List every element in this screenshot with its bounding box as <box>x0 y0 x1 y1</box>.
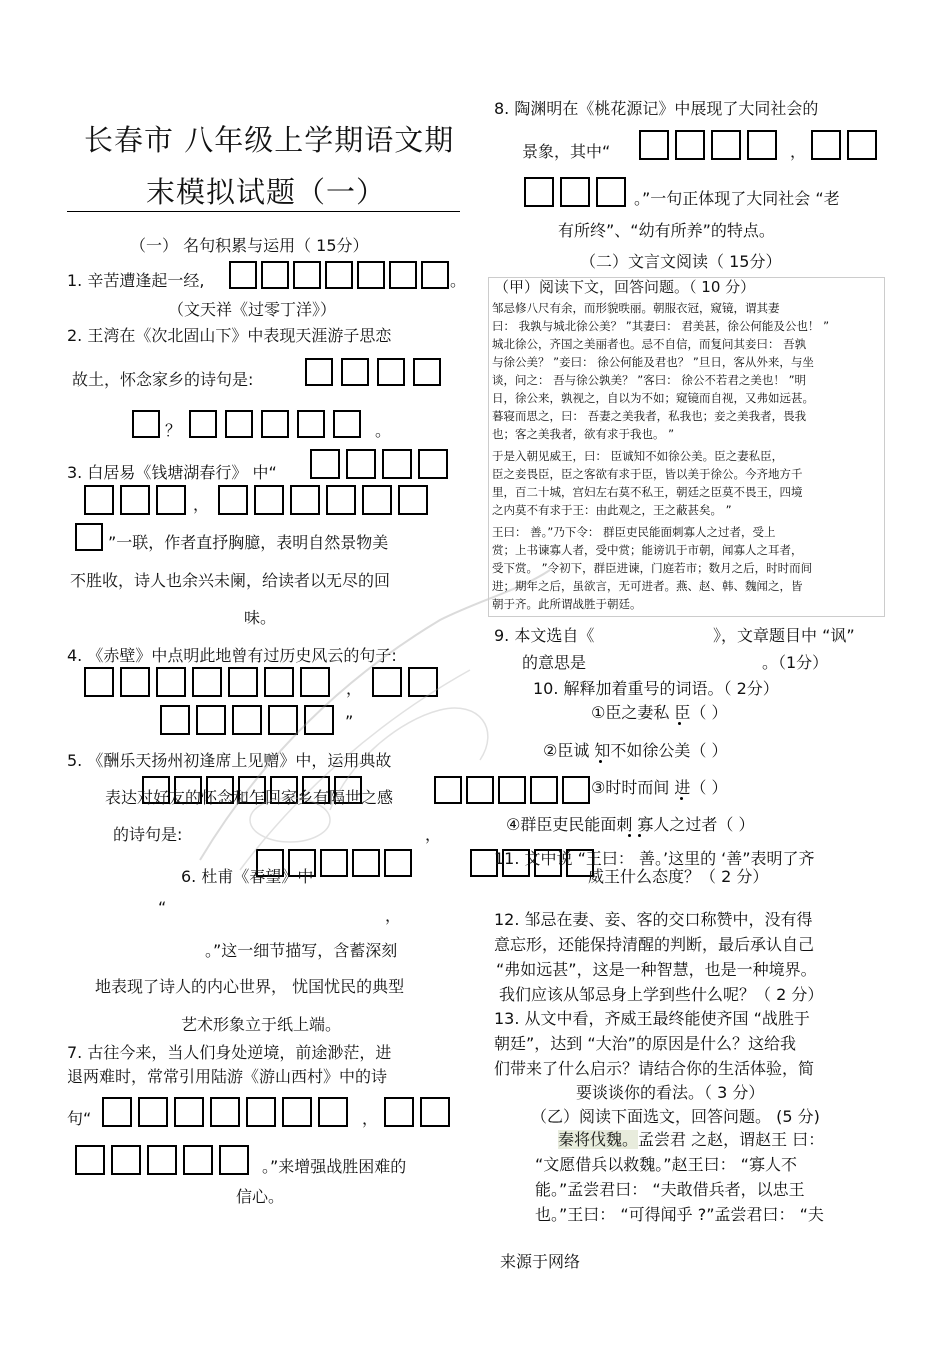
q7-line2: 退两难时，常常引用陆游《游山西村》中的诗 <box>67 1067 388 1086</box>
q13-line1: 13. 从文中看，齐威王最终能使齐国 “战胜于 <box>494 1009 810 1028</box>
page-title-line1: 长春市 八年级上学期语文期 <box>84 123 455 157</box>
section2-heading: （二）文言文阅读（ 15分） <box>580 252 782 271</box>
passage-line: 进；期年之后，虽欲言，无可进者。燕、赵、韩、魏闻之，皆 <box>492 579 803 593</box>
q8-comma: ， <box>790 142 807 161</box>
q11-line1: 11. 文中说 “王曰： 善。’这里的 ‘善”表明了齐 <box>494 849 815 868</box>
passage-yi-line4: 也。”王曰： “可得闻乎 ?”孟尝君曰： “夫 <box>535 1205 824 1224</box>
passage-line: 于是入朝见威王，曰： 臣诚知不如徐公美。臣之妻私臣， <box>492 449 784 463</box>
q9-line1a: 9. 本文选自《 <box>494 626 595 645</box>
section1-heading: （一） 名句积累与运用（ 15分） <box>130 236 369 255</box>
q9-line2b: 。（1分） <box>762 653 829 672</box>
passage-jia-text <box>492 299 829 613</box>
passage-yi-highlight: 秦将伐魏。 <box>558 1130 639 1149</box>
passage-line: 受下赏。 ”令初下，群臣进谏，门庭若市；数月之后，时时而间 <box>492 561 813 575</box>
emphasis-dot <box>599 760 602 763</box>
q2-question-mark: ？ <box>165 421 182 440</box>
q10-stem: 10. 解释加着重号的词语。（ 2分） <box>533 679 779 698</box>
q2-line2: 故土，怀念家乡的诗句是: <box>72 370 254 389</box>
page-title-line2: 末模拟试题（一） <box>146 175 387 209</box>
q7-line5: 信心。 <box>236 1187 285 1206</box>
q12-line2: 意忘形，还能保持清醒的判断，最后承认自己 <box>494 935 815 954</box>
q6-comma: ， <box>385 906 402 925</box>
q5-line1: 5. 《酬乐天扬州初逢席上见赠》中，运用典故 <box>67 751 392 770</box>
passage-yi-line1 <box>558 1127 824 1150</box>
q3-line4: 不胜收，诗人也余兴未阑，给读者以无尽的回 <box>70 571 391 590</box>
passage-yi-line3: 能。”孟尝君曰： “夫敢借兵者，以忠王 <box>535 1180 805 1199</box>
passage-line: 与徐公美？ ”妾曰： 徐公何能及君也？ ”旦日，客从外来，与坐 <box>492 355 814 369</box>
q8-line2: 景象，其中“ <box>522 142 611 161</box>
q12-line4: 我们应该从邹忌身上学到些什么呢？（ 2 分） <box>499 985 824 1004</box>
q3-line3: ”一联，作者直抒胸臆，表明自然景物美 <box>108 533 389 552</box>
passage-yi-line1-rest: 孟尝君 之赵，谓赵王 曰： <box>638 1130 825 1149</box>
q12-line3: “弗如远甚”，这是一种智慧，也是一种境界。 <box>496 960 817 979</box>
footer-source: 来源于网络 <box>500 1252 581 1271</box>
q13-line2: 朝廷”，达到 “大治”的原因是什么？这给我 <box>494 1034 796 1053</box>
passage-line: 谈，问之： 吾与徐公孰美？ ”客曰： 徐公不若君之美也！ ”明 <box>492 373 807 387</box>
q3-comma: ， <box>193 495 210 514</box>
emphasis-dot <box>628 834 631 837</box>
q8-line1: 8. 陶渊明在《桃花源记》中展现了大同社会的 <box>494 99 819 118</box>
q6-line5: 艺术形象立于纸上端。 <box>181 1015 342 1034</box>
q4-comma: ， <box>346 679 363 698</box>
q11-line2: 威王什么态度？（ 2 分） <box>588 867 769 886</box>
q3-line1: 3. 白居易《钱塘湖春行》 中“ <box>67 463 277 482</box>
q6-open-quote: “ <box>158 898 167 917</box>
passage-line: 暮寝而思之，曰： 吾妻之美我者，私我也；妾之美我者，畏我 <box>492 409 807 423</box>
q1-end: 。 <box>450 271 467 290</box>
q10-item4: ④群臣吏民能面刺 寡人之过者（ ） <box>506 815 755 834</box>
q5-comma: ， <box>425 825 442 844</box>
q3-line5: 味。 <box>244 608 277 627</box>
q7-line4-end: 。”来增强战胜困难的 <box>262 1157 407 1176</box>
q4-end: ” <box>345 712 354 731</box>
passage-jia-heading: （甲）阅读下文，回答问题。（ 10 分） <box>494 278 756 296</box>
passage-line: 城北徐公，齐国之美丽者也。忌不自信，而复问其妾曰： 吾孰 <box>492 337 807 351</box>
passage-line: 之内莫不有求于王：由此观之，王之蔽甚矣。 ” <box>492 503 732 517</box>
q2-line1: 2. 王湾在《次北固山下》中表现天涯游子思恋 <box>67 326 392 345</box>
q2-end: 。 <box>375 421 392 440</box>
q13-line4: 要谈谈你的看法。（ 3 分） <box>576 1083 765 1102</box>
passage-line: 王曰： 善。”乃下令： 群臣吏民能面刺寡人之过者，受上 <box>492 525 776 539</box>
q8-line3: 。”一句正体现了大同社会 “老 <box>634 189 840 208</box>
q7-line3: 句“ <box>67 1109 92 1128</box>
title-divider <box>67 211 460 212</box>
emphasis-dot <box>638 834 641 837</box>
q9-line1b: 》，文章题目中 “讽” <box>713 626 855 645</box>
q12-line1: 12. 邹忌在妻、妾、客的交口称赞中，没有得 <box>494 910 813 929</box>
q7-comma: ， <box>362 1109 379 1128</box>
q8-line4: 有所终”、“幼有所养”的特点。 <box>558 221 775 240</box>
passage-yi-heading: （乙）阅读下面选文，回答问题。 (5 分) <box>531 1107 820 1126</box>
q13-line3: 们带来了什么启示？请结合你的生活体验，简 <box>494 1059 815 1078</box>
q6-line4: 地表现了诗人的内心世界， 忧国忧民的典型 <box>95 977 405 996</box>
q7-line1: 7. 古往今来，当人们身处逆境，前途渺茫，进 <box>67 1043 392 1062</box>
q6-line3: 。”这一细节描写，含蓄深刻 <box>205 941 398 960</box>
q10-item1: ①臣之妻私 臣（ ） <box>591 703 728 722</box>
passage-line: 里，百二十城，宫妇左右莫不私王，朝廷之臣莫不畏王，四境 <box>492 485 803 499</box>
q1-stem: 1. 辛苦遭逢起一经, <box>67 271 205 290</box>
passage-line: 邹忌修八尺有余，而形貌昳丽。朝服衣冠，窥镜，谓其妻 <box>492 301 780 315</box>
q9-line2a: 的意思是 <box>522 653 587 672</box>
passage-line: 朝于齐。此所谓战胜于朝廷。 <box>492 597 642 611</box>
q10-item3: ③时时而间 进（ ） <box>591 778 728 797</box>
q10-item2: ②臣诚 知不如徐公美（ ） <box>543 741 728 760</box>
passage-line: 曰： 我孰与城北徐公美？ ”其妻曰： 君美甚，徐公何能及公也！ ” <box>492 319 830 333</box>
q4-line1: 4. 《赤壁》中点明此地曾有过历史风云的句子: <box>67 646 397 665</box>
q5-line3: 的诗句是: <box>113 825 183 844</box>
passage-line: 也；客之美我者，欲有求于我也。 ” <box>492 427 675 441</box>
passage-line: 臣之妾畏臣，臣之客欲有求于臣，皆以美于徐公。今齐地方千 <box>492 467 803 481</box>
q5-line2: 表达对好友的怀念和乍回家乡有隔世之感 <box>105 788 394 807</box>
q1-source: （文天祥《过零丁洋》） <box>168 300 337 319</box>
passage-line: 赏；上书谏寡人者，受中赏；能谤讥于市朝，闻寡人之耳者， <box>492 543 803 557</box>
emphasis-dot <box>680 797 683 800</box>
emphasis-dot <box>678 722 681 725</box>
passage-yi-line2: “文愿借兵以救魏。”赵王曰： “寡人不 <box>535 1155 797 1174</box>
passage-line: 日，徐公来，孰视之，自以为不如；窥镜而自视，又弗如远甚。 <box>492 391 814 405</box>
q6-line1: 6. 杜甫《春望》中 <box>181 867 314 886</box>
